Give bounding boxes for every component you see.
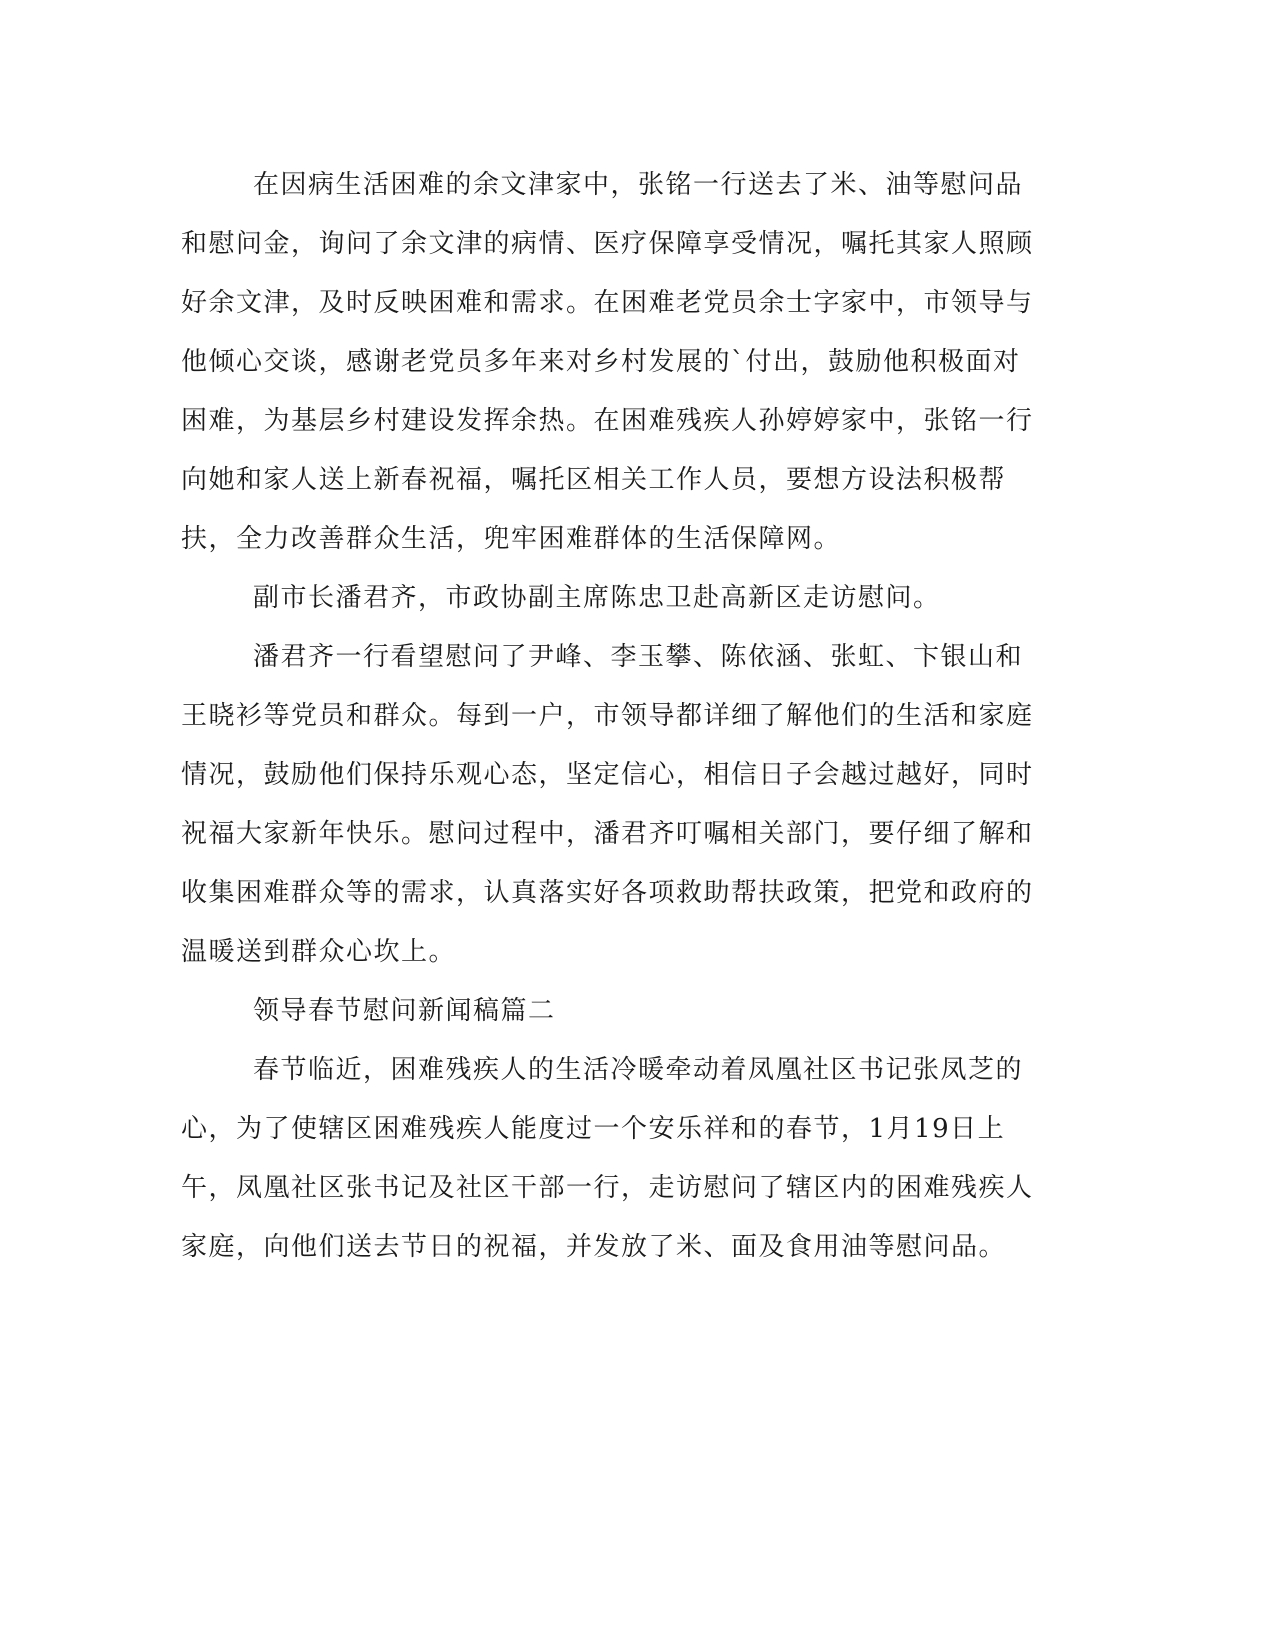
document-body	[181, 156, 1041, 1277]
paragraph-3: 潘君齐一行看望慰问了尹峰、李玉攀、陈依涵、张虹、卞银山和王晓衫等党员和群众。每到一户，市领导都详细了解他们的生活和家庭情况，鼓励他们保持乐观心态，坚定信心，相信日子会越过越好，同时祝福大家新年快乐。慰问过程中，潘君齐叮嘱相关部门，要仔细了解和收集困难群众等的需求，认真落实好各项救助帮扶政策，把党和政府的温暖送到群众心坎上。	[181, 642, 1034, 967]
paragraph-1: 在因病生活困难的余文津家中，张铭一行送去了米、油等慰问品和慰问金，询问了余文津的病情、医疗保障享受情况，嘱托其家人照顾好余文津，及时反映困难和需求。在困难老党员余士字家中，市领导与他倾心交谈，感谢老党员多年来对乡村发展的`付出，鼓励他积极面对困难，为基层乡村建设发挥余热。在困难残疾人孙婷婷家中，张铭一行向她和家人送上新春祝福，嘱托区相关工作人员，要想方设法积极帮扶，全力改善群众生活，兜牢困难群体的生活保障网。	[181, 170, 1034, 554]
section-heading: 领导春节慰问新闻稿篇二	[253, 996, 556, 1026]
paragraph-4: 春节临近，困难残疾人的生活冷暖牵动着凤凰社区书记张凤芝的心，为了使辖区困难残疾人能度过一个安乐祥和的春节，1月19日上午，凤凰社区张书记及社区干部一行，走访慰问了辖区内的困难残疾人家庭，向他们送去节日的祝福，并发放了米、面及食用油等慰问品。	[181, 1055, 1034, 1262]
paragraph-2: 副市长潘君齐，市政协副主席陈忠卫赴高新区走访慰问。	[253, 583, 941, 613]
